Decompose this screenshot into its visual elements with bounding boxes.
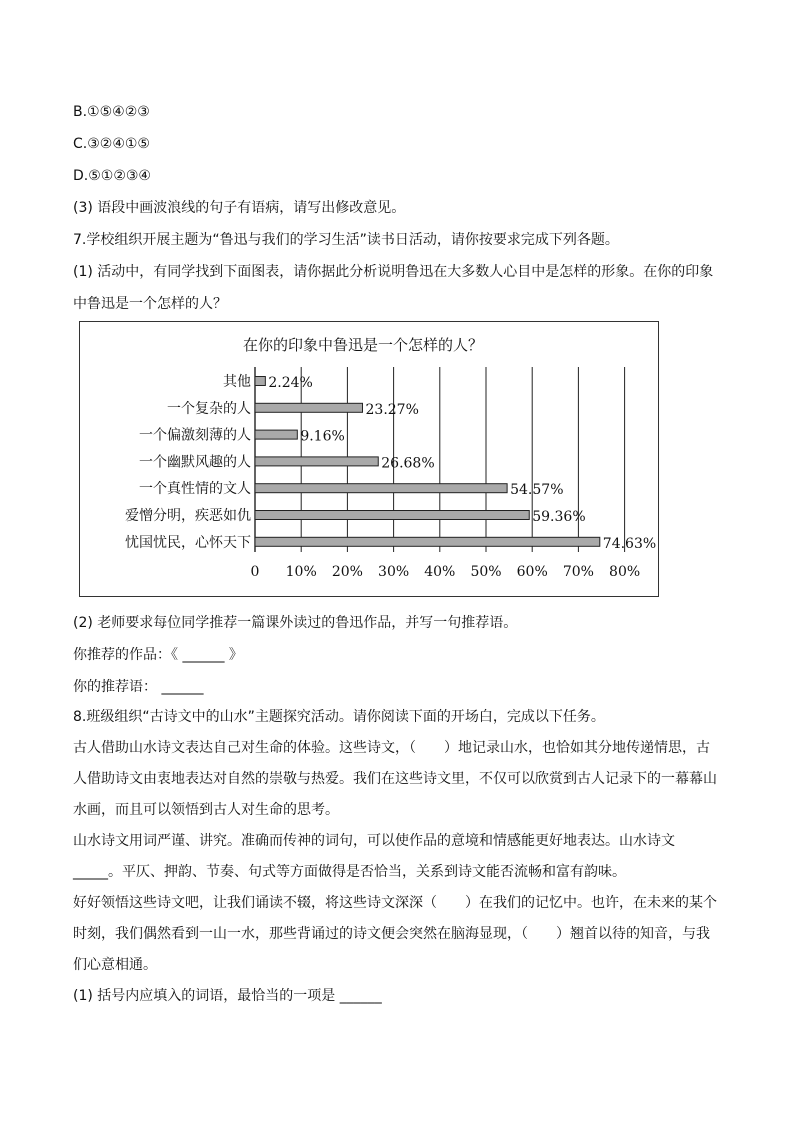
x-tick-label: 70%	[562, 564, 594, 580]
recommendation-sentence: 你的推荐语： ______	[73, 679, 204, 695]
survey-bar-chart	[79, 321, 659, 597]
bar	[255, 377, 265, 386]
data-label: 74.63%	[602, 535, 657, 552]
passage-line-2: 人借助诗文由衷地表达对自然的崇敬与热爱。我们在这些诗文里，不仅可以欣赏到古人记录下的一幕幕山	[73, 771, 717, 787]
x-tick-label: 60%	[516, 564, 548, 580]
data-label: 23.27%	[365, 401, 419, 418]
x-tick-label: 20%	[331, 564, 363, 580]
data-label: 9.16%	[300, 428, 345, 445]
recommended-work: 你推荐的作品：《 ______ 》	[73, 647, 243, 663]
data-label: 54.57%	[510, 482, 564, 499]
x-tick-label: 50%	[470, 564, 502, 580]
x-tick-label: 30%	[378, 564, 410, 580]
x-tick-label: 80%	[609, 564, 641, 580]
passage-line-3: 水画，而且可以领悟到古人对生命的思考。	[73, 802, 339, 818]
passage-line-5: _____。平仄、押韵、节奏、句式等方面做得是否恰当，关系到诗文能否流畅和富有韵味。	[73, 864, 626, 880]
option-c: C.③②④①⑤	[73, 136, 150, 152]
question-7-2: (2) 老师要求每位同学推荐一篇课外读过的鲁迅作品，并写一句推荐语。	[73, 615, 518, 631]
option-b: B.①⑤④②③	[73, 104, 150, 120]
question-8-stem: 8.班级组织“古诗文中的山水”主题探究活动。请你阅读下面的开场白，完成以下任务。	[73, 709, 605, 725]
chart-title: 在你的印象中鲁迅是一个怎样的人？	[242, 336, 484, 354]
question-7-stem: 7.学校组织开展主题为“鲁迅与我们的学习生活”读书日活动，请你按要求完成下列各题。	[73, 232, 619, 248]
passage-line-8: 们心意相通。	[73, 957, 157, 973]
question-6-3: (3) 语段中画波浪线的句子有语病，请写出修改意见。	[73, 200, 406, 216]
passage-line-7: 时刻，我们偶然看到一山一水，那些背诵过的诗文便会突然在脑海显现，（ ）翘首以待的知音，与我	[73, 926, 710, 942]
question-7-1-line2: 中鲁迅是一个怎样的人？	[73, 296, 227, 312]
question-8-1: (1) 括号内应填入的词语，最恰当的一项是 ______	[73, 988, 382, 1004]
category-label: 一个真性情的文人	[139, 481, 251, 498]
data-label: 59.36%	[532, 509, 586, 525]
passage-line-6: 好好领悟这些诗文吧，让我们诵读不辍，将这些诗文深深（ ）在我们的记忆中。也许，在未来的某个	[73, 895, 717, 911]
category-label: 其他	[223, 374, 251, 390]
bar	[255, 484, 507, 493]
question-7-1-line1: (1) 活动中，有同学找到下面图表，请你据此分析说明鲁迅在大多数人心目中是怎样的形象。在你的印象	[73, 264, 714, 280]
bar	[255, 537, 600, 546]
bar	[255, 430, 297, 439]
chart-svg	[80, 322, 660, 598]
passage-line-4: 山水诗文用词严谨、讲究。准确而传神的词句，可以使作品的意境和情感能更好地表达。山水诗文	[73, 833, 675, 849]
category-label: 忧国忧民，心怀天下	[125, 534, 251, 551]
passage-line-1: 古人借助山水诗文表达自己对生命的体验。这些诗文，（ ）地记录山水，也恰如其分地传递情思，古	[73, 740, 710, 756]
x-tick-label: 0	[250, 564, 260, 580]
bar	[255, 511, 529, 520]
x-tick-label: 10%	[285, 564, 317, 580]
x-tick-label: 40%	[424, 564, 456, 580]
data-label: 26.68%	[381, 455, 435, 472]
category-label: 一个偏激刻薄的人	[139, 427, 251, 444]
data-label: 2.24%	[268, 375, 313, 391]
category-label: 爱憎分明，疾恶如仇	[125, 508, 251, 524]
category-label: 一个复杂的人	[167, 400, 251, 417]
option-d: D.⑤①②③④	[73, 168, 151, 184]
category-label: 一个幽默风趣的人	[139, 454, 251, 471]
bar	[255, 457, 378, 466]
bar	[255, 403, 363, 412]
